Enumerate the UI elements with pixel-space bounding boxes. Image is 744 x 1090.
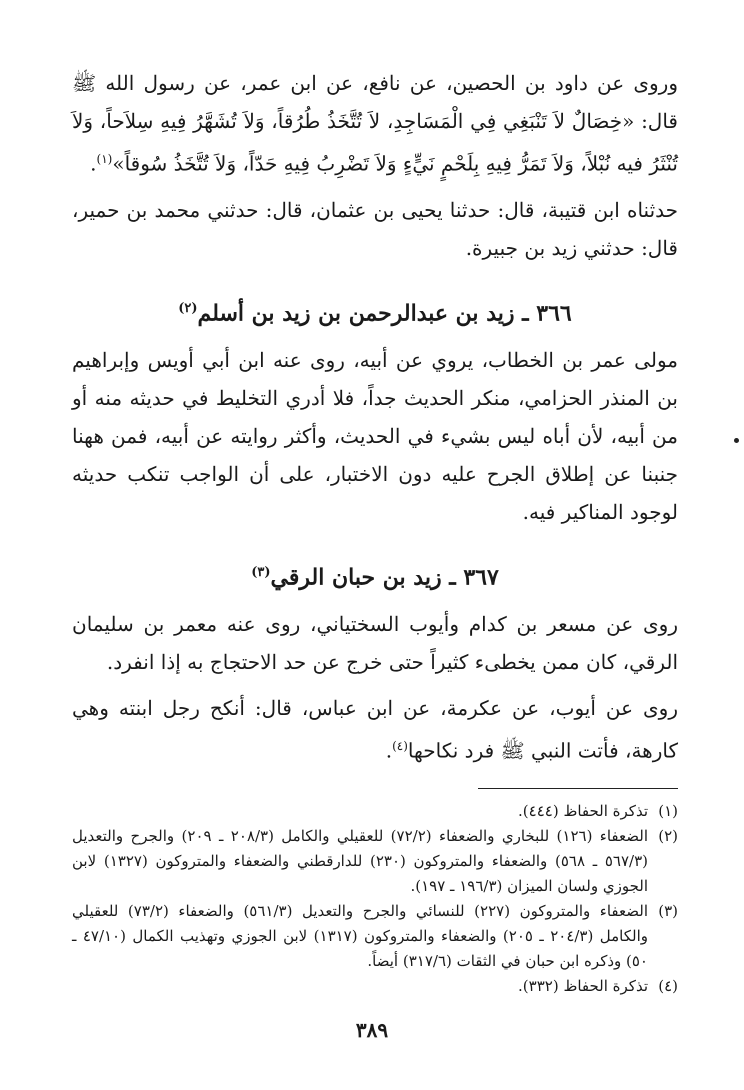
- entry-367-text-2-body: روى عن أيوب، عن عكرمة، عن ابن عباس، قال: أنكح رجل ابنته وهي كارهة، فأتت النبي ﷺ فرد نكاحها: [72, 696, 678, 763]
- footnote-number: (١): [658, 801, 678, 820]
- footnote-1: [72, 799, 678, 824]
- footnote-number: (٢): [658, 826, 678, 845]
- footnote-number: (٤): [658, 976, 678, 995]
- footnote-2: [72, 824, 678, 899]
- margin-mark: [734, 438, 739, 443]
- footnote-4: [72, 974, 678, 999]
- footnote-ref-4: (٤): [392, 739, 408, 754]
- entry-367-heading: [72, 553, 678, 597]
- footnote-text: تذكرة الحفاظ (٤٤٤).: [518, 801, 648, 820]
- footnote-text: الضعفاء والمتروكون (٢٢٧) للنسائي والجرح والتعديل (٥٦١/٣) والضعفاء (٧٣/٢) للعقيلي والكامل (٢٠٤/٣ ـ ٢٠٥) والضعفاء والمتروكون (١٣١٧) لابن الجوزي وتهذيب الكمال (٤٧/١٠ ـ ٥٠) وذكره ابن حبان في الثقات (٣١٧/٦) أيضاً.: [72, 901, 648, 970]
- footnote-ref-1: (١): [96, 152, 113, 166]
- page-content: [72, 64, 678, 999]
- entry-367-text-1: روى عن مسعر بن كدام وأيوب السختياني، روى عنه معمر بن سليمان الرقي، كان ممن يخطىء كثيراً حتى خرج عن حد الاحتجاج به إذا انفرد.: [72, 612, 678, 675]
- footnote-ref-3: (٣): [251, 564, 271, 580]
- entry-366-title: ٣٦٦ ـ زيد بن عبدالرحمن بن زيد بن أسلم: [197, 299, 572, 326]
- page-number: ٣٨٩: [355, 1018, 389, 1042]
- isnad-paragraph: حدثناه ابن قتيبة، قال: حدثنا يحيى بن عثمان، قال: حدثني محمد بن حمير، قال: حدثني زيد بن جبيرة.: [72, 197, 678, 260]
- footnote-divider: [478, 788, 678, 789]
- hadith-text: وروى عن داود بن الحصين، عن نافع، عن ابن عمر، عن رسول الله ﷺ قال: «خِصَالٌ لاَ تَنْبَغِي فِي الْمَسَاجِدِ، لاَ تُتَّخَذُ طُرُقاً، وَلاَ تُشَهَّرُ فِيهِ سِلاَحاً، وَلاَ تُنْثَرُ فيه نُبْلاً، وَلاَ تَمَرُّ فِيهِ بِلَحْمٍ نَيٍّءٍ وَلاَ تَضْرِبُ فِيهِ حَدّاً، وَلاَ تُتَّخَذُ سُوقاً»: [72, 71, 678, 176]
- footnote-3: [72, 899, 678, 974]
- entry-367-title: ٣٦٧ ـ زيد بن حبان الرقي: [270, 564, 499, 591]
- footnote-text: الضعفاء (١٢٦) للبخاري والضعفاء (٧٢/٢) للعقيلي والكامل (٢٠٨/٣ ـ ٢٠٩) والجرح والتعديل (٥٦٧/٣ ـ ٥٦٨) والضعفاء والمتروكون (٢٣٠) للدارقطني والضعفاء والمتروكون (١٣٢٧) لابن الجوزي ولسان الميزان (١٩٦/٣ ـ ١٩٧).: [72, 826, 648, 895]
- entry-366-heading: [72, 289, 678, 333]
- hadith-paragraph: وروى عن داود بن الحصين، عن نافع، عن ابن عمر، عن رسول الله ﷺ قال: «خِصَالٌ لاَ تَنْبَغِي فِي الْمَسَاجِدِ، لاَ تُتَّخَذُ طُرُقاً، وَلاَ تُشَهَّرُ فِيهِ سِلاَحاً، وَلاَ تُنْثَرُ فيه نُبْلاً، وَلاَ تَمَرُّ فِيهِ بِلَحْمٍ نَيٍّءٍ وَلاَ تَضْرِبُ فِيهِ حَدّاً، وَلاَ تُتَّخَذُ سُوقاً»$^{(١)}$.: [72, 71, 678, 176]
- footnote-text: تذكرة الحفاظ (٣٣٢).: [518, 976, 648, 995]
- footnote-ref-2: (٢): [178, 300, 198, 316]
- footnote-number: (٣): [658, 901, 678, 920]
- entry-367-text-2: روى عن أيوب، عن عكرمة، عن ابن عباس، قال: أنكح رجل ابنته وهي كارهة، فأتت النبي ﷺ فرد نكاحها$^{(٤)}$.: [72, 696, 678, 763]
- entry-366-text: مولى عمر بن الخطاب، يروي عن أبيه، روى عنه ابن أبي أويس وإبراهيم بن المنذر الحزامي، منكر الحديث جداً، فلا أدري التخليط في حديثه منه أو من أبيه، لأن أباه ليس بشيء في الحديث، وأكثر روايته عن أبيه، فمن ههنا جنبنا عن إطلاق الجرح عليه دون الاختبار، على أن الواجب تنكب حديثه لوجود المناكير فيه.: [72, 347, 678, 524]
- footnotes: [72, 799, 678, 999]
